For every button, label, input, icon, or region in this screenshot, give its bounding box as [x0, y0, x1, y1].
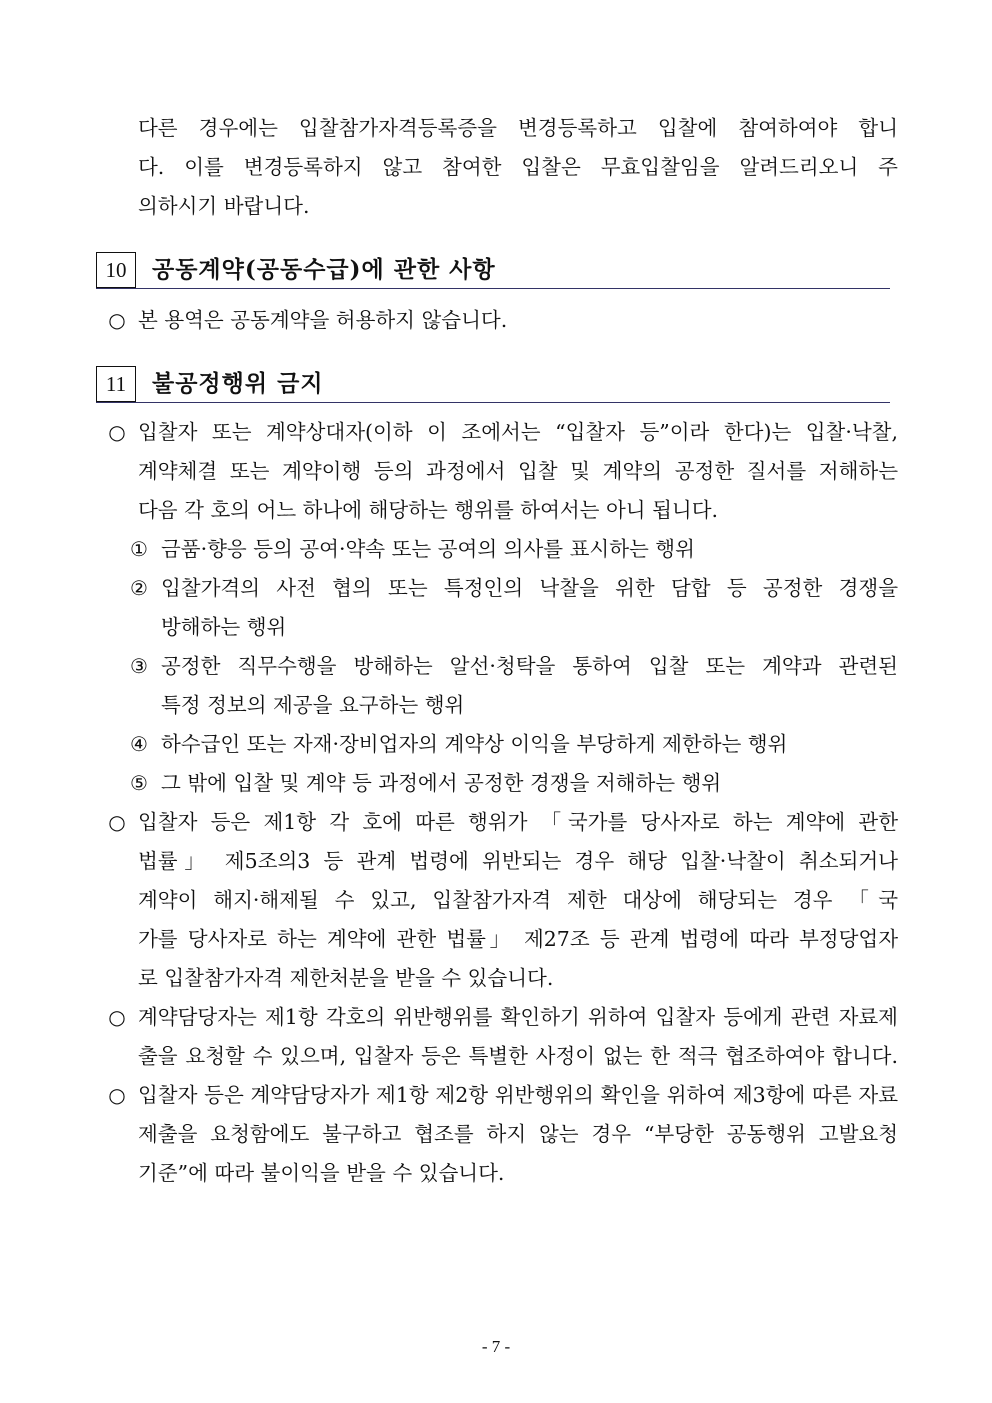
section-11-item-4-line-2: 제출을 요청함에도 불구하고 협조를 하지 않는 경우 “부당한 공동행위 고발요청: [138, 1122, 898, 1146]
section-11-number: 11: [96, 366, 136, 402]
intro-line-3: 의하시기 바랍니다.: [138, 194, 310, 218]
circled-number-1: ①: [130, 537, 148, 561]
section-11-item-2-line-1: 입찰자 등은 제1항 각 호에 따른 행위가 「국가를 당사자로 하는 계약에 관한: [138, 810, 898, 834]
section-11-item-1-line-2: 계약체결 또는 계약이행 등의 과정에서 입찰 및 계약의 공정한 질서를 저해하는: [138, 459, 898, 483]
intro-line-2: 다. 이를 변경등록하지 않고 참여한 입찰은 무효입찰임을 알려드리오니 주: [138, 155, 898, 179]
section-11-title: 불공정행위 금지: [152, 370, 324, 397]
section-11-item-2-line-4: 가를 당사자로 하는 계약에 관한 법률」 제27조 등 관계 법령에 따라 부정당업자: [138, 927, 898, 951]
bullet-circle-icon: ○: [108, 810, 126, 834]
subitem-3-line-1: 공정한 직무수행을 방해하는 알선·청탁을 통하여 입찰 또는 계약과 관련된: [161, 654, 898, 678]
section-11-item-4-line-3: 기준”에 따라 불이익을 받을 수 있습니다.: [138, 1161, 505, 1185]
section-11-header: [96, 366, 890, 403]
subitem-2-line-2: 방해하는 행위: [161, 615, 287, 639]
section-11-item-1-line-1: 입찰자 또는 계약상대자(이하 이 조에서는 “입찰자 등”이라 한다)는 입찰·낙찰,: [138, 420, 898, 444]
bullet-circle-icon: ○: [108, 308, 126, 332]
subitem-4-line-1: 하수급인 또는 자재·장비업자의 계약상 이익을 부당하게 제한하는 행위: [161, 732, 788, 756]
section-11-item-4-line-1: 입찰자 등은 계약담당자가 제1항 제2항 위반행위의 확인을 위하여 제3항에 따른 자료: [138, 1083, 898, 1107]
section-11-item-2-line-3: 계약이 해지·해제될 수 있고, 입찰참가자격 제한 대상에 해당되는 경우 「국: [138, 888, 898, 912]
circled-number-3: ③: [130, 654, 148, 678]
subitem-1-line-1: 금품·향응 등의 공여·약속 또는 공여의 의사를 표시하는 행위: [161, 537, 695, 561]
section-10-title: 공동계약(공동수급)에 관한 사항: [152, 256, 496, 283]
bullet-circle-icon: ○: [108, 420, 126, 444]
section-10-number: 10: [96, 252, 136, 288]
section-11-item-1-line-3: 다음 각 호의 어느 하나에 해당하는 행위를 하여서는 아니 됩니다.: [138, 498, 719, 522]
section-10-item-1: 본 용역은 공동계약을 허용하지 않습니다.: [138, 308, 508, 332]
circled-number-2: ②: [130, 576, 148, 600]
subitem-5-line-1: 그 밖에 입찰 및 계약 등 과정에서 공정한 경쟁을 저해하는 행위: [161, 771, 722, 795]
subitem-2-line-1: 입찰가격의 사전 협의 또는 특정인의 낙찰을 위한 담합 등 공정한 경쟁을: [161, 576, 898, 600]
circled-number-4: ④: [130, 732, 148, 756]
section-10-header: [96, 252, 890, 289]
circled-number-5: ⑤: [130, 771, 148, 795]
subitem-3-line-2: 특정 정보의 제공을 요구하는 행위: [161, 693, 465, 717]
section-11-item-3-line-1: 계약담당자는 제1항 각호의 위반행위를 확인하기 위하여 입찰자 등에게 관련 자료제: [138, 1005, 898, 1029]
intro-line-1: 다른 경우에는 입찰참가자격등록증을 변경등록하고 입찰에 참여하여야 합니: [138, 116, 898, 140]
section-11-item-3-line-2: 출을 요청할 수 있으며, 입찰자 등은 특별한 사정이 없는 한 적극 협조하여야 합니다.: [138, 1044, 898, 1068]
section-11-item-2-line-2: 법률」 제5조의3 등 관계 법령에 위반되는 경우 해당 입찰·낙찰이 취소되거나: [138, 849, 898, 873]
bullet-circle-icon: ○: [108, 1083, 126, 1107]
bullet-circle-icon: ○: [108, 1005, 126, 1029]
section-11-item-2-line-5: 로 입찰참가자격 제한처분을 받을 수 있습니다.: [138, 966, 554, 990]
page-number: - 7 -: [481, 1337, 511, 1356]
